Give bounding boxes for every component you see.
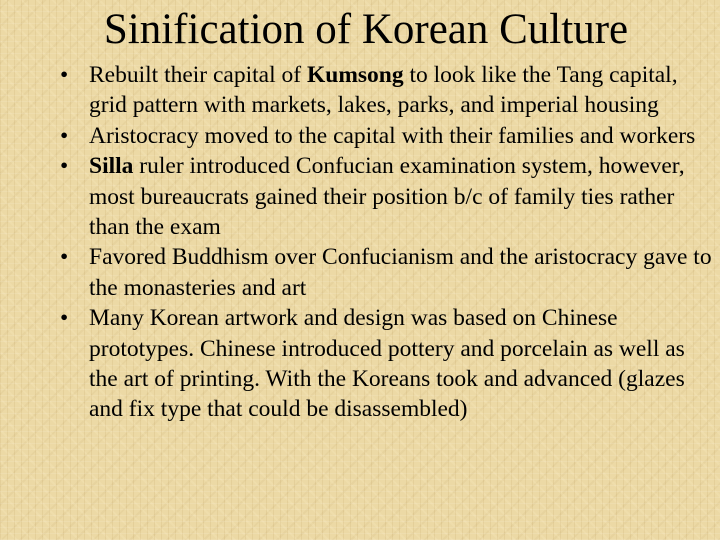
slide-title: Sinification of Korean Culture — [103, 6, 629, 53]
bullet-marker: • — [60, 244, 69, 271]
bullet-item — [60, 60, 715, 121]
bullet-marker: • — [60, 62, 69, 88]
bullet-marker: • — [60, 122, 69, 149]
bullet-text: Many Korean artwork and design was based on Chinese prototypes. Chinese introduced pottery and porcelain as well as the art of printing. With the Koreans took and advanced (glazes and fix type that could be disassembled) — [89, 305, 685, 423]
bullet-item — [60, 121, 715, 151]
bullet-item — [60, 242, 715, 303]
bullet-keyword: Kumsong — [306, 62, 404, 88]
bullet-marker: • — [60, 153, 69, 180]
bullet-text: ruler introduced Confucian examination system, however, most bureaucrats gained their position b/c of family ties rather than the exam — [89, 153, 685, 241]
bullet-keyword: Silla — [89, 153, 134, 180]
bullet-list — [60, 60, 715, 425]
bullet-item — [60, 303, 715, 425]
bullet-text: Rebuilt their capital of — [89, 62, 307, 88]
bullet-marker: • — [60, 305, 69, 332]
bullet-text: Favored Buddhism over Confucianism and the aristocracy gave to the monasteries and art — [89, 244, 712, 301]
bullet-text: to look like the Tang capital, grid pattern with markets, lakes, parks, and imperial housing — [89, 62, 678, 119]
bullet-item — [60, 151, 715, 242]
bullet-text: Aristocracy moved to the capital with their families and workers — [89, 122, 696, 149]
